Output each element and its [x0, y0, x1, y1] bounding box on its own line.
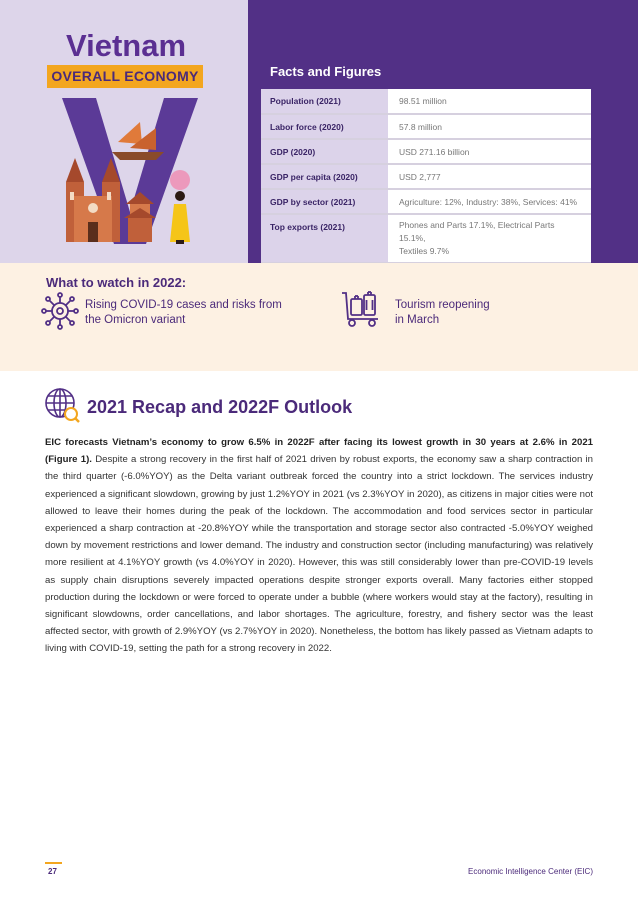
header-band — [0, 0, 638, 263]
lead-sentence: EIC forecasts Vietnam’s economy to grow 6.5% in 2022F after facing its lowest growth in 30 years at 2.6% in 2021 (Figure 1). — [45, 437, 593, 466]
page-number: 27 — [48, 867, 57, 876]
facts-label: GDP per capita (2020) — [261, 164, 389, 189]
facts-row — [261, 164, 591, 189]
footer-rule — [45, 862, 62, 864]
facts-table — [261, 89, 591, 264]
facts-title: Facts and Figures — [270, 64, 382, 79]
watch-title: What to watch in 2022: — [46, 275, 187, 290]
vietnam-illustration — [60, 92, 200, 252]
body-paragraph — [45, 434, 593, 658]
facts-label: GDP (2020) — [261, 139, 389, 164]
body-text: Despite a strong recovery in the first half of 2021 driven by robust exports, the economy saw a sharp contraction in the third quarter (-6.0%YOY) as the Delta variant outbreak forced the country into a strict lockdown. The services industry experienced a significant slowdown, growing by just 1.2%YOY in 2021 (vs 2.3%YOY in 2020), as citizens in major cities were not allowed to leave their homes during the peak of the lockdown. The accommodation and food services sector in particular experienced a sharp contraction at -20.8%YOY while the transportation and storage sector also contracted -5.0%YOY weighed down by movement restrictions and lower demand. The industry and construction sector (including manufacturing) was relatively more resilient at 4.1%YOY growth (vs 4.0%YOY in 2020). However, this was still considerably lower than pre-COVID-19 levels as supply chain disruptions severely impacted operations despite stronger exports overall. Many factories either stopped production during the lockdown or were forced to operate under a bubble (where workers would stay at the factory), resulting in significant slowdowns, order cancellations, and labor shortages. The agriculture, forestry, and fishery sector was the least affected sector, with growth of 2.9%YOY (vs 2.7%YOY in 2020). Nonetheless, the bottom has likely passed as Vietnam adapts to living with COVID-19, setting the path for a strong recovery in 2022. — [45, 454, 594, 655]
facts-value: USD 271.16 billion — [389, 139, 591, 164]
facts-label: GDP by sector (2021) — [261, 189, 389, 214]
facts-row — [261, 89, 591, 114]
globe-magnifier-icon — [43, 386, 81, 424]
facts-value: 57.8 million — [389, 114, 591, 139]
watch-item-line: Tourism reopening — [395, 299, 490, 311]
facts-label: Population (2021) — [261, 89, 389, 114]
facts-value: Agriculture: 12%, Industry: 38%, Services: 41% — [389, 189, 591, 214]
facts-row — [261, 139, 591, 164]
facts-value: 98.51 million — [389, 89, 591, 114]
what-to-watch-band — [0, 263, 638, 371]
watch-item-line: Rising COVID-19 cases and risks from — [85, 299, 282, 311]
facts-row — [261, 214, 591, 263]
watch-item-line: in March — [395, 314, 440, 326]
facts-value-line: Phones and Parts 17.1%, Electrical Parts 15.1%, — [399, 220, 555, 243]
country-title: Vietnam — [66, 28, 187, 63]
facts-row — [261, 189, 591, 214]
virus-icon — [40, 291, 80, 331]
section-title: 2021 Recap and 2022F Outlook — [87, 397, 353, 417]
section-pill: OVERALL ECONOMY — [47, 65, 203, 88]
luggage-cart-icon — [340, 289, 380, 329]
facts-value — [389, 214, 591, 263]
facts-label: Top exports (2021) — [261, 214, 389, 263]
ao-dai-woman-icon — [170, 170, 190, 244]
facts-value: USD 2,777 — [389, 164, 591, 189]
facts-label: Labor force (2020) — [261, 114, 389, 139]
watch-item-covid — [85, 298, 282, 328]
facts-value-line: Textiles 9.7% — [399, 246, 450, 256]
footer-publisher: Economic Intelligence Center (EIC) — [468, 867, 593, 876]
country-panel — [0, 0, 248, 263]
facts-row — [261, 114, 591, 139]
watch-item-line: the Omicron variant — [85, 314, 186, 326]
watch-item-tourism — [395, 298, 490, 328]
